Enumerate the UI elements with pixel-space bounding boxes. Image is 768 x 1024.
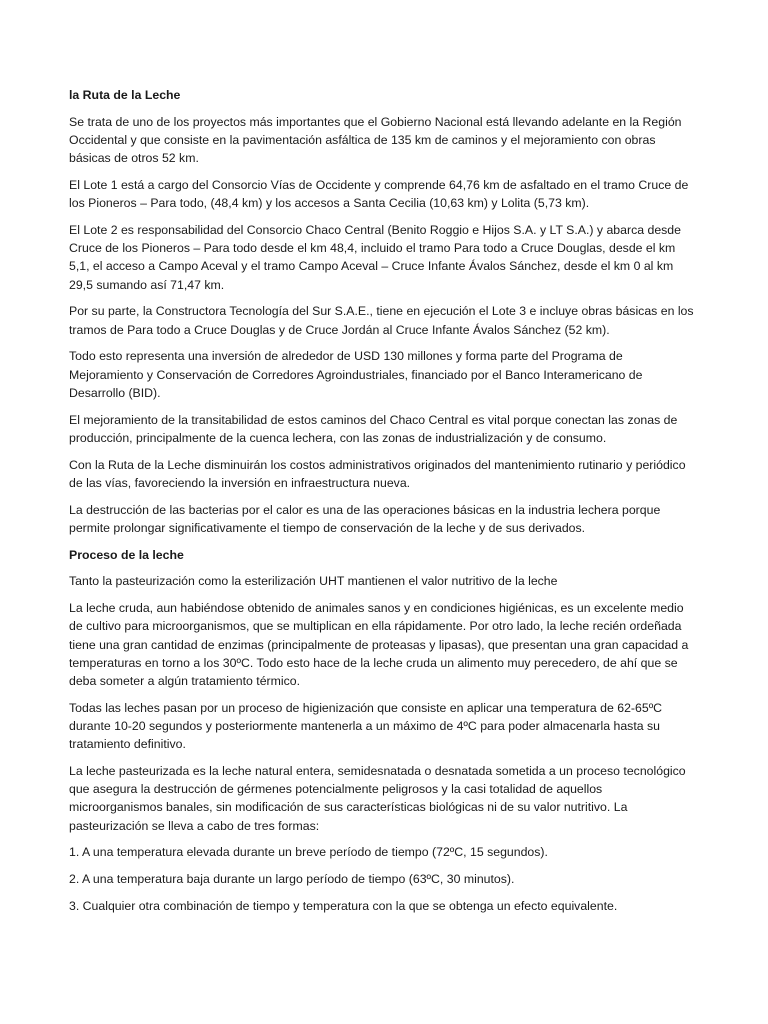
paragraph: Tanto la pasteurización como la esterilización UHT mantienen el valor nutritivo de la leche	[69, 574, 558, 589]
paragraph: El Lote 1 está a cargo del Consorcio Vías de Occidente y comprende 64,76 km de asfaltado en el tramo Cruce de los Pioneros – Para todo, (48,4 km) y los accesos a Santa Cecilia (10,63 km) y Lolita (5,73 km).	[69, 178, 689, 211]
paragraph: Con la Ruta de la Leche disminuirán los costos administrativos originados del mantenimiento rutinario y periódico de las vías, favoreciendo la inversión en infraestructura nueva.	[69, 457, 686, 490]
document-page	[69, 86, 699, 924]
paragraph: La leche cruda, aun habiéndose obtenido de animales sanos y en condiciones higiénicas, es un excelente medio de cultivo para microorganismos, que se multiplican en ella rápidamente. Por otro lado, la leche recién ordeñada tiene una gran cantidad de enzimas (principalmente de proteasas y lipasas), que presentan una gran capacidad a temperaturas en torno a los 30ºC. Todo esto hace de la leche cruda un alimento muy perecedero, de ahí que se deba someter a algún tratamiento térmico.	[69, 601, 689, 689]
paragraph: La destrucción de las bacterias por el calor es una de las operaciones básicas en la industria lechera porque permite prolongar significativamente el tiempo de conservación de la leche y de sus derivados.	[69, 502, 661, 535]
paragraph: Todas las leches pasan por un proceso de higienización que consiste en aplicar una temperatura de 62-65ºC durante 10-20 segundos y posteriormente mantenerla a un máximo de 4ºC para poder almacenarla hasta su tratamiento definitivo.	[69, 700, 663, 752]
paragraph: Todo esto representa una inversión de alrededor de USD 130 millones y forma parte del Programa de Mejoramiento y Conservación de Corredores Agroindustriales, financiado por el Banco Interamericano de Desarrollo (BID).	[69, 349, 643, 400]
section-heading: Proceso de la leche	[69, 547, 184, 562]
list-item: 3. Cualquier otra combinación de tiempo y temperatura con la que se obtenga un efecto equivalente.	[69, 899, 618, 914]
paragraph: La leche pasteurizada es la leche natural entera, semidesnatada o desnatada sometida a un proceso tecnológico que asegura la destrucción de gérmenes potencialmente peligrosos y la casi totalidad de aquellos microorganismos banales, sin modificación de sus características biológicas ni de su valor nutritivo. La pasteurización se lleva a cabo de tres formas:	[69, 764, 686, 833]
paragraph: Por su parte, la Constructora Tecnología del Sur S.A.E., tiene en ejecución el Lote 3 e incluye obras básicas en los tramos de Para todo a Cruce Douglas y de Cruce Jordán al Cruce Infante Ávalos Sánchez (52 km).	[69, 304, 694, 337]
paragraph: El Lote 2 es responsabilidad del Consorcio Chaco Central (Benito Roggio e Hijos S.A. y LT S.A.) y abarca desde Cruce de los Pioneros – Para todo desde el km 48,4, incluido el tramo Para todo a Cruce Douglas, desde el km 5,1, el acceso a Campo Aceval y el tramo Campo Aceval – Cruce Infante Ávalos Sánchez, desde el km 0 al km 29,5 sumando así 71,47 km.	[69, 223, 681, 292]
document-title: la Ruta de la Leche	[69, 88, 181, 102]
paragraph: El mejoramiento de la transitabilidad de estos caminos del Chaco Central es vital porque conectan las zonas de producción, principalmente de la cuenca lechera, con las zonas de industrialización y de consumo.	[69, 412, 678, 445]
list-item: 2. A una temperatura baja durante un largo período de tiempo (63ºC, 30 minutos).	[69, 872, 515, 887]
paragraph: Se trata de uno de los proyectos más importantes que el Gobierno Nacional está llevando adelante en la Región Occidental y que consiste en la pavimentación asfáltica de 135 km de caminos y el mejoramiento con obras básicas de otros 52 km.	[69, 114, 682, 166]
list-item: 1. A una temperatura elevada durante un breve período de tiempo (72ºC, 15 segundos).	[69, 845, 548, 860]
